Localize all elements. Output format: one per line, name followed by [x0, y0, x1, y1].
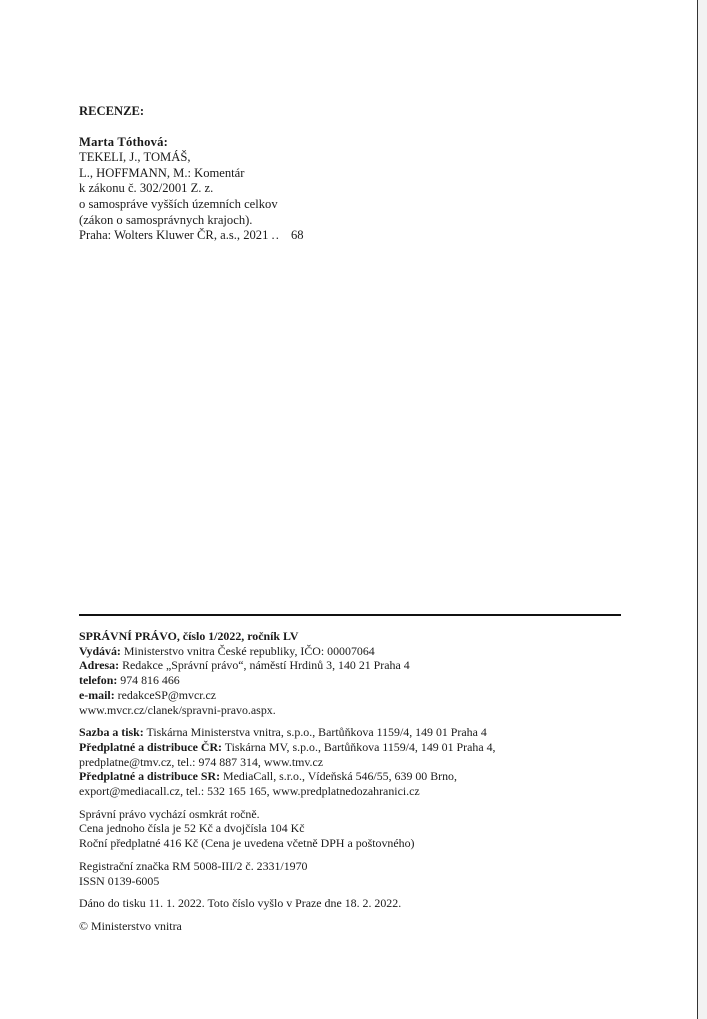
print-label: Sazba a tisk:: [79, 725, 144, 740]
email-label: e-mail:: [79, 687, 115, 702]
phone-label: telefon:: [79, 673, 118, 688]
table-of-contents: [79, 104, 369, 244]
review-entry-last-line: [79, 228, 369, 244]
print-value: Tiskárna Ministerstva vnitra, s.p.o., Bartůňkova 1159/4, 149 01 Praha 4: [146, 725, 487, 740]
copyright-info: [79, 919, 639, 934]
dist-sr-contact: export@mediacall.cz, tel.: 532 165 165, www.predplatnedozahranici.cz: [79, 784, 420, 799]
registration-info: [79, 859, 639, 888]
review-author: Marta Tóthová:: [79, 134, 168, 149]
dist-cr-value: Tiskárna MV, s.p.o., Bartůňkova 1159/4, 149 01 Praha 4,: [224, 739, 496, 754]
publisher-value: Ministerstvo vnitra České republiky, IČO: 00007064: [123, 643, 375, 658]
print-distribution: [79, 725, 639, 799]
registration-line: Registrační značka RM 5008-III/2 č. 2331/1970: [79, 858, 308, 873]
journal-title: SPRÁVNÍ PRÁVO, číslo 1/2022, ročník LV: [79, 629, 299, 643]
copyright-line: © Ministerstvo vnitra: [79, 918, 182, 933]
review-title-line: k zákonu č. 302/2001 Z. z.: [79, 181, 214, 196]
print-date-line: Dáno do tisku 11. 1. 2022. Toto číslo vyšlo v Praze dne 18. 2. 2022.: [79, 896, 402, 911]
print-date-info: [79, 896, 639, 911]
address-line: [79, 658, 639, 673]
dist-cr-contact: predplatne@tmv.cz, tel.: 974 887 314, www.tmv.cz: [79, 754, 324, 769]
publisher-label: Vydává:: [79, 643, 121, 658]
phone-line: [79, 673, 639, 688]
dist-sr-value: MediaCall, s.r.o., Vídeňská 546/55, 639 00 Brno,: [223, 769, 457, 784]
dist-cr-label: Předplatné a distribuce ČR:: [79, 739, 223, 754]
phone-value: 974 816 466: [120, 673, 180, 688]
imprint: [79, 629, 639, 942]
pricing-info: [79, 807, 639, 851]
publisher-info: [79, 629, 639, 717]
email-line: [79, 688, 639, 703]
dist-sr-label: Předplatné a distribuce SR:: [79, 769, 221, 784]
review-title-line: L., HOFFMANN, M.: Komentár: [79, 165, 245, 180]
section-heading: RECENZE:: [79, 104, 145, 118]
publisher-line: [79, 644, 639, 659]
price-line: Cena jednoho čísla je 52 Kč a dvojčísla 104 Kč: [79, 821, 305, 836]
dist-sr-line: [79, 769, 639, 784]
review-title-line: TEKELI, J., TOMÁŠ,: [79, 150, 191, 165]
dist-cr-line: [79, 740, 639, 755]
review-title-line: o samospráve vyšších územních celkov: [79, 196, 278, 211]
page-number: 68: [291, 228, 304, 243]
leader-dots: ..: [271, 228, 280, 243]
review-publisher: Praha: Wolters Kluwer ČR, a.s., 2021: [79, 228, 269, 243]
web-line: www.mvcr.cz/clanek/spravni-pravo.aspx.: [79, 702, 276, 717]
frequency-line: Správní právo vychází osmkrát ročně.: [79, 806, 260, 821]
subscription-line: Roční předplatné 416 Kč (Cena je uvedena včetně DPH a poštovného): [79, 836, 415, 851]
email-value: redakceSP@mvcr.cz: [117, 687, 217, 702]
address-value: Redakce „Správní právo“, náměstí Hrdinů 3, 140 21 Praha 4: [122, 658, 410, 673]
page-edge-shadow: [698, 0, 707, 1019]
review-title-line: (zákon o samosprávnych krajoch).: [79, 212, 253, 227]
address-label: Adresa:: [79, 658, 120, 673]
print-line: [79, 725, 639, 740]
issn-line: ISSN 0139-6005: [79, 873, 160, 888]
separator-rule: [79, 614, 621, 616]
